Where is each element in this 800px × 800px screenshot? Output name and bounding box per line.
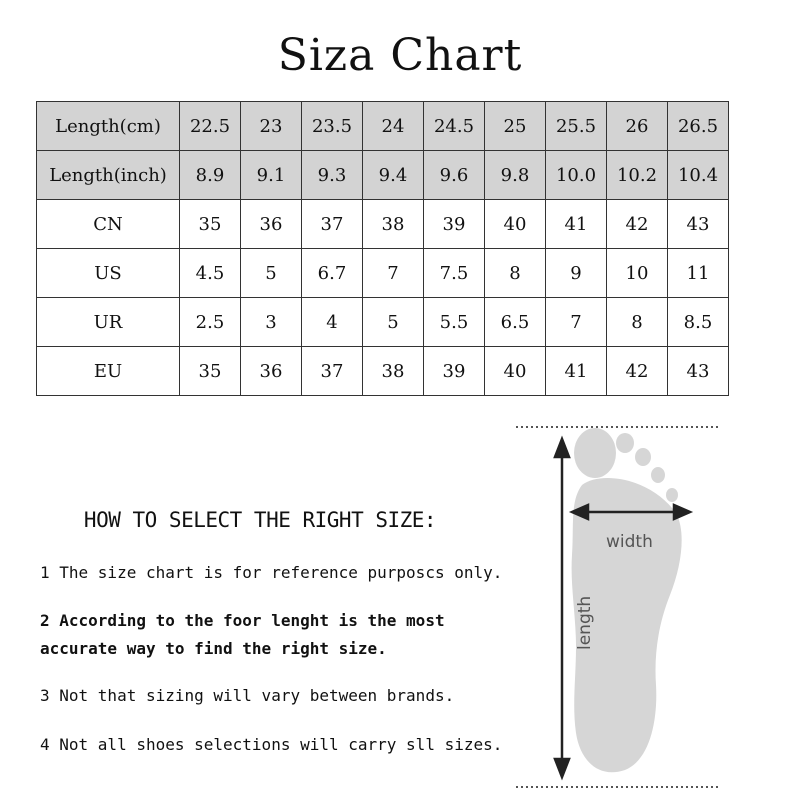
table-cell: 10.4 [668, 151, 729, 200]
table-cell: 9.3 [302, 151, 363, 200]
step-3: 3 Not that sizing will vary between brands. [40, 686, 455, 705]
table-cell: 10 [607, 249, 668, 298]
table-cell: 8.9 [180, 151, 241, 200]
table-cell: 39 [424, 200, 485, 249]
table-cell: 37 [302, 347, 363, 396]
foot-measure-diagram [500, 415, 730, 795]
table-cell: 9 [546, 249, 607, 298]
table-cell: 42 [607, 347, 668, 396]
table-cell: 7.5 [424, 249, 485, 298]
table-cell: 41 [546, 347, 607, 396]
table-cell: 41 [546, 200, 607, 249]
table-row [37, 151, 729, 200]
step-1: 1 The size chart is for reference purposcs only. [40, 563, 503, 582]
table-cell: 24 [363, 102, 424, 151]
table-cell: 42 [607, 200, 668, 249]
table-cell: 37 [302, 200, 363, 249]
table-cell: 23 [241, 102, 302, 151]
row-label: CN [37, 200, 180, 249]
table-row [37, 298, 729, 347]
table-row [37, 200, 729, 249]
step-2-line-2: accurate way to find the right size. [40, 639, 387, 658]
row-label: UR [37, 298, 180, 347]
table-cell: 4 [302, 298, 363, 347]
table-cell: 5.5 [424, 298, 485, 347]
table-cell: 9.4 [363, 151, 424, 200]
table-cell: 26.5 [668, 102, 729, 151]
table-cell: 7 [546, 298, 607, 347]
table-cell: 36 [241, 200, 302, 249]
table-cell: 9.1 [241, 151, 302, 200]
table-cell: 38 [363, 347, 424, 396]
table-cell: 6.5 [485, 298, 546, 347]
table-cell: 6.7 [302, 249, 363, 298]
table-cell: 43 [668, 200, 729, 249]
table-cell: 10.0 [546, 151, 607, 200]
width-label: width [606, 532, 653, 552]
table-cell: 40 [485, 347, 546, 396]
table-row [37, 347, 729, 396]
step-2-line-1: 2 According to the foor lenght is the most [40, 611, 445, 630]
table-cell: 9.8 [485, 151, 546, 200]
table-cell: 4.5 [180, 249, 241, 298]
table-cell: 2.5 [180, 298, 241, 347]
table-cell: 38 [363, 200, 424, 249]
table-cell: 35 [180, 347, 241, 396]
table-cell: 8.5 [668, 298, 729, 347]
table-cell: 25.5 [546, 102, 607, 151]
table-cell: 7 [363, 249, 424, 298]
table-cell: 3 [241, 298, 302, 347]
howto-heading: HOW TO SELECT THE RIGHT SIZE: [83, 508, 437, 532]
table-cell: 35 [180, 200, 241, 249]
table-cell: 26 [607, 102, 668, 151]
table-cell: 43 [668, 347, 729, 396]
row-label: US [37, 249, 180, 298]
table-cell: 36 [241, 347, 302, 396]
table-cell: 10.2 [607, 151, 668, 200]
length-arrow [555, 439, 569, 777]
table-cell: 40 [485, 200, 546, 249]
table-row [37, 249, 729, 298]
table-cell: 5 [363, 298, 424, 347]
page-title: Siza Chart [277, 30, 523, 81]
table-cell: 9.6 [424, 151, 485, 200]
table-cell: 24.5 [424, 102, 485, 151]
size-table [36, 101, 729, 396]
table-cell: 8 [485, 249, 546, 298]
table-row [37, 102, 729, 151]
table-cell: 5 [241, 249, 302, 298]
table-cell: 39 [424, 347, 485, 396]
step-4: 4 Not all shoes selections will carry sll sizes. [40, 735, 503, 754]
length-label: length [575, 595, 595, 650]
row-label: Length(cm) [37, 102, 180, 151]
row-label: Length(inch) [37, 151, 180, 200]
table-cell: 22.5 [180, 102, 241, 151]
row-label: EU [37, 347, 180, 396]
table-cell: 23.5 [302, 102, 363, 151]
table-cell: 25 [485, 102, 546, 151]
table-cell: 11 [668, 249, 729, 298]
table-cell: 8 [607, 298, 668, 347]
